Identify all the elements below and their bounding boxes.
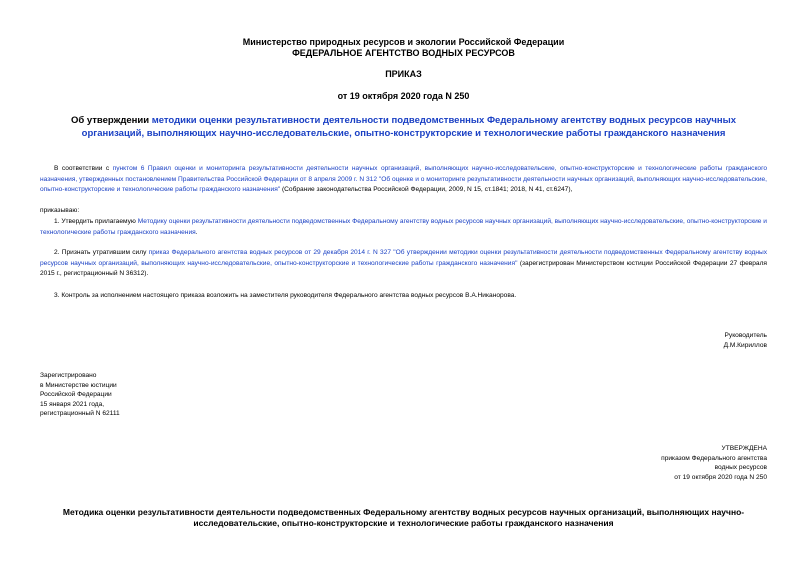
doc-type-heading: ПРИКАЗ bbox=[385, 69, 422, 79]
registration-block bbox=[40, 371, 120, 419]
approval-line-3: водных ресурсов bbox=[714, 464, 767, 471]
registration-line-1: Зарегистрировано bbox=[40, 372, 97, 379]
approval-line-2: приказом Федерального агентства bbox=[661, 454, 767, 462]
signature-position: Руководитель bbox=[724, 332, 767, 339]
p3-prefix: 2. Признать утратившим силу bbox=[54, 249, 149, 256]
p1-prefix: В соответствии с bbox=[54, 165, 113, 172]
p3-link[interactable]: приказ Федерального агентства водных ресурсов от 29 декабря 2014 г. N 327 "Об утверждении методики оценки результативности деятельности подведомственных Федеральному агентству водных ресурсов научных организаций, выполняющих научно-исследовательские, опытно-конструкторские и технологические работы гражданского назначения" bbox=[40, 249, 768, 267]
title-prefix: Об утверждении bbox=[70, 115, 152, 126]
registration-line-5: регистрационный N 62111 bbox=[40, 410, 120, 417]
registration-line-3: Российской Федерации bbox=[40, 391, 112, 398]
p2-suffix: . bbox=[195, 228, 198, 236]
approval-line-1: УТВЕРЖДЕНА bbox=[721, 445, 767, 452]
p2-prefix: 1. Утвердить прилагаемую bbox=[54, 218, 138, 225]
doc-date-number: от 19 октября 2020 года N 250 bbox=[337, 91, 470, 101]
orders-line: приказываю: bbox=[40, 207, 80, 214]
agency-heading: ФЕДЕРАЛЬНОЕ АГЕНТСТВО ВОДНЫХ РЕСУРСОВ bbox=[292, 48, 515, 58]
p1-link[interactable]: пунктом 6 Правил оценки и мониторинга результативности деятельности научных организаций, выполняющих научно-исследовательские, опытно-конструкторские и технологические работы гражданского назначения, утвержденных постановлением Правительства Российской Федерации от 8 апреля 2009 г. N 312 "Об оценке и о мониторинге результативности деятельности научных организаций, выполняющих научно-исследовательские, опытно-конструкторские и технологические работы гражданского назначения" bbox=[40, 165, 768, 193]
p3-suffix: (зарегистрирован Министерством юстиции Российской Федерации 27 февраля 2015 г., регистрационный N 36312). bbox=[40, 259, 767, 277]
title-link[interactable]: методики оценки результативности деятельности подведомственных Федеральному агентству водных ресурсов научных организаций, выполняющих научно-исследовательские, опытно-конструкторские и технологические работы гражданского назначения bbox=[81, 115, 737, 139]
preamble-paragraph bbox=[40, 164, 767, 196]
clause-2 bbox=[40, 248, 767, 280]
methodology-title: Методика оценки результативности деятельности подведомственных Федеральному агентству водных ресурсов научных организаций, выполняющих научно-исследовательские, опытно-конструкторские и технологические работы гражданского назначения bbox=[62, 507, 745, 528]
registration-line-4: 15 января 2021 года, bbox=[40, 400, 105, 408]
registration-line-2: в Министерстве юстиции bbox=[40, 381, 117, 389]
ministry-heading: Министерство природных ресурсов и экологии Российской Федерации bbox=[242, 37, 565, 47]
clause-1 bbox=[40, 217, 767, 238]
p2-link[interactable]: Методику оценки результативности деятельности подведомственных Федеральному агентству водных ресурсов научных организаций, выполняющих научно-исследовательские, опытно-конструкторские и технологические работы гражданского назначения bbox=[40, 218, 767, 236]
document-title bbox=[50, 115, 757, 140]
approval-block bbox=[661, 444, 767, 482]
approval-line-4: от 19 октября 2020 года N 250 bbox=[674, 473, 767, 481]
clause-3: 3. Контроль за исполнением настоящего приказа возложить на заместителя руководителя Федерального агентства водных ресурсов В.А.Никанорова. bbox=[54, 292, 517, 299]
p1-suffix: (Собрание законодательства Российской Федерации, 2009, N 15, ст.1841; 2018, N 41, ст.6247), bbox=[280, 186, 573, 193]
signature-block bbox=[724, 331, 767, 350]
signature-name: Д.М.Кириллов bbox=[723, 341, 767, 349]
